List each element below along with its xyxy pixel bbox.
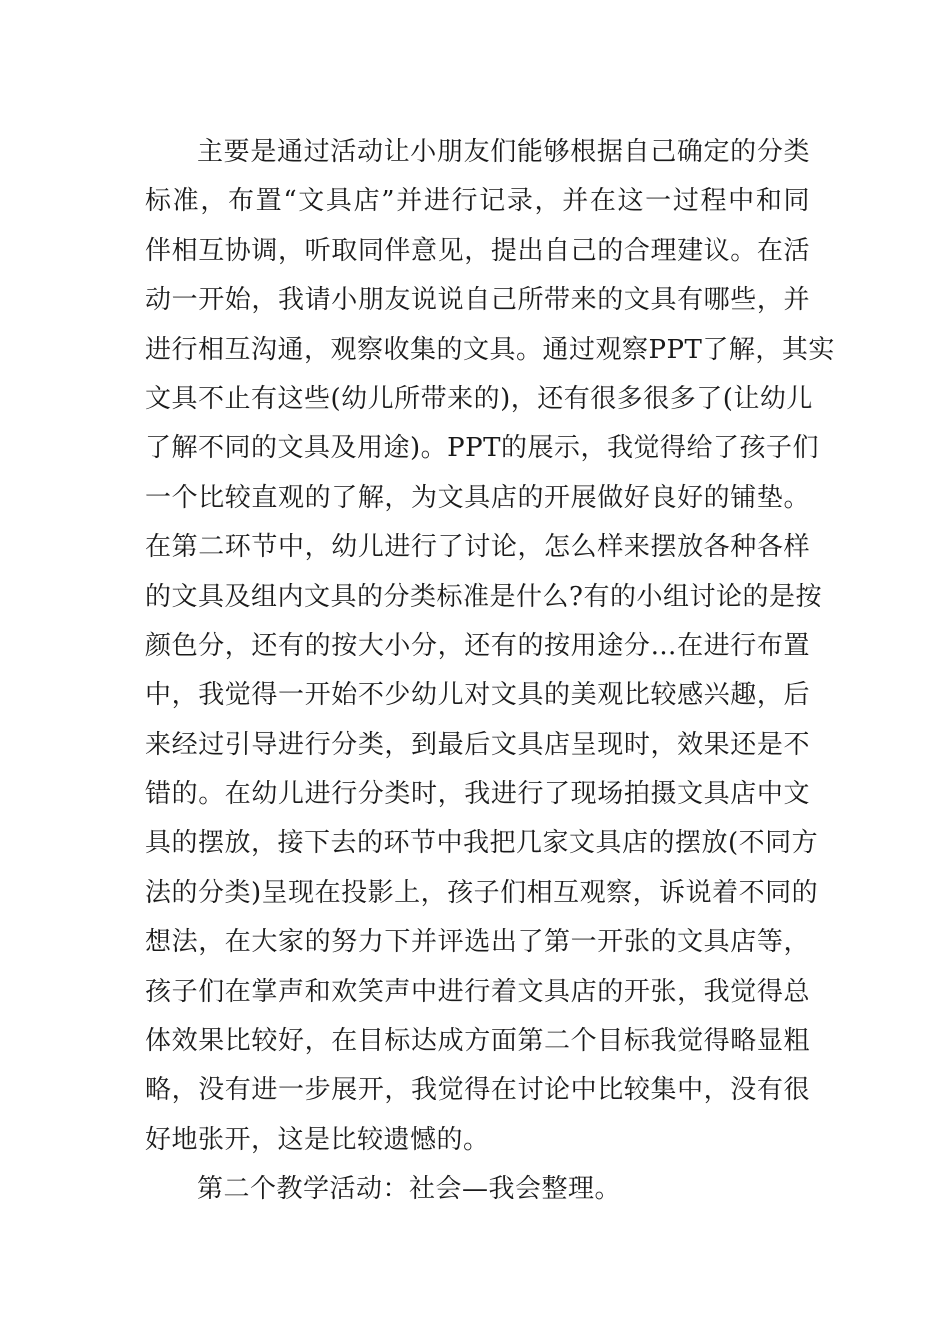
- text-line: 错的。在幼儿进行分类时，我进行了现场拍摄文具店中文: [145, 779, 810, 810]
- text-line: 动一开始，我请小朋友说说自己所带来的文具有哪些，并: [145, 285, 810, 316]
- text-line: 中，我觉得一开始不少幼儿对文具的美观比较感兴趣，后: [145, 680, 810, 711]
- text-line: 在第二环节中，幼儿进行了讨论，怎么样来摆放各种各样: [145, 532, 810, 563]
- text-line: 伴相互协调，听取同伴意见，提出自己的合理建议。在活: [145, 235, 810, 266]
- text-line: 了解不同的文具及用途)。PPT的展示，我觉得给了孩子们: [145, 433, 819, 464]
- paragraph: [145, 1165, 810, 1214]
- text-line: 略，没有进一步展开，我觉得在讨论中比较集中，没有很: [145, 1075, 810, 1106]
- text-line: 体效果比较好，在目标达成方面第二个目标我觉得略显粗: [145, 1026, 810, 1057]
- text-line: 的文具及组内文具的分类标准是什么?有的小组讨论的是按: [145, 581, 822, 612]
- text-line: 孩子们在掌声和欢笑声中进行着文具店的开张，我觉得总: [145, 976, 810, 1007]
- text-line: 进行相互沟通，观察收集的文具。通过观察PPT了解，其实: [145, 334, 835, 365]
- text-line: 文具不止有这些(幼儿所带来的)，还有很多很多了(让幼儿: [145, 383, 813, 414]
- text-line: 想法，在大家的努力下并评选出了第一开张的文具店等，: [145, 927, 810, 958]
- text-line: 颜色分，还有的按大小分，还有的按用途分…在进行布置: [145, 630, 810, 661]
- text-line: 具的摆放，接下去的环节中我把几家文具店的摆放(不同方: [145, 828, 819, 859]
- text-line: 一个比较直观的了解，为文具店的开展做好良好的铺垫。: [145, 482, 810, 513]
- body-text: [145, 128, 835, 1215]
- text-line: 法的分类)呈现在投影上，孩子们相互观察，诉说着不同的: [145, 877, 819, 908]
- paragraph: [145, 128, 835, 1165]
- text-line: 主要是通过活动让小朋友们能够根据自己确定的分类: [197, 137, 810, 167]
- text-line: 标准，布置“文具店”并进行记录，并在这一过程中和同: [145, 186, 810, 217]
- text-line: 好地张开，这是比较遗憾的。: [145, 1124, 490, 1155]
- text-line: 来经过引导进行分类，到最后文具店呈现时，效果还是不: [145, 729, 810, 760]
- text-line: 第二个教学活动：社会—我会整理。: [197, 1174, 622, 1205]
